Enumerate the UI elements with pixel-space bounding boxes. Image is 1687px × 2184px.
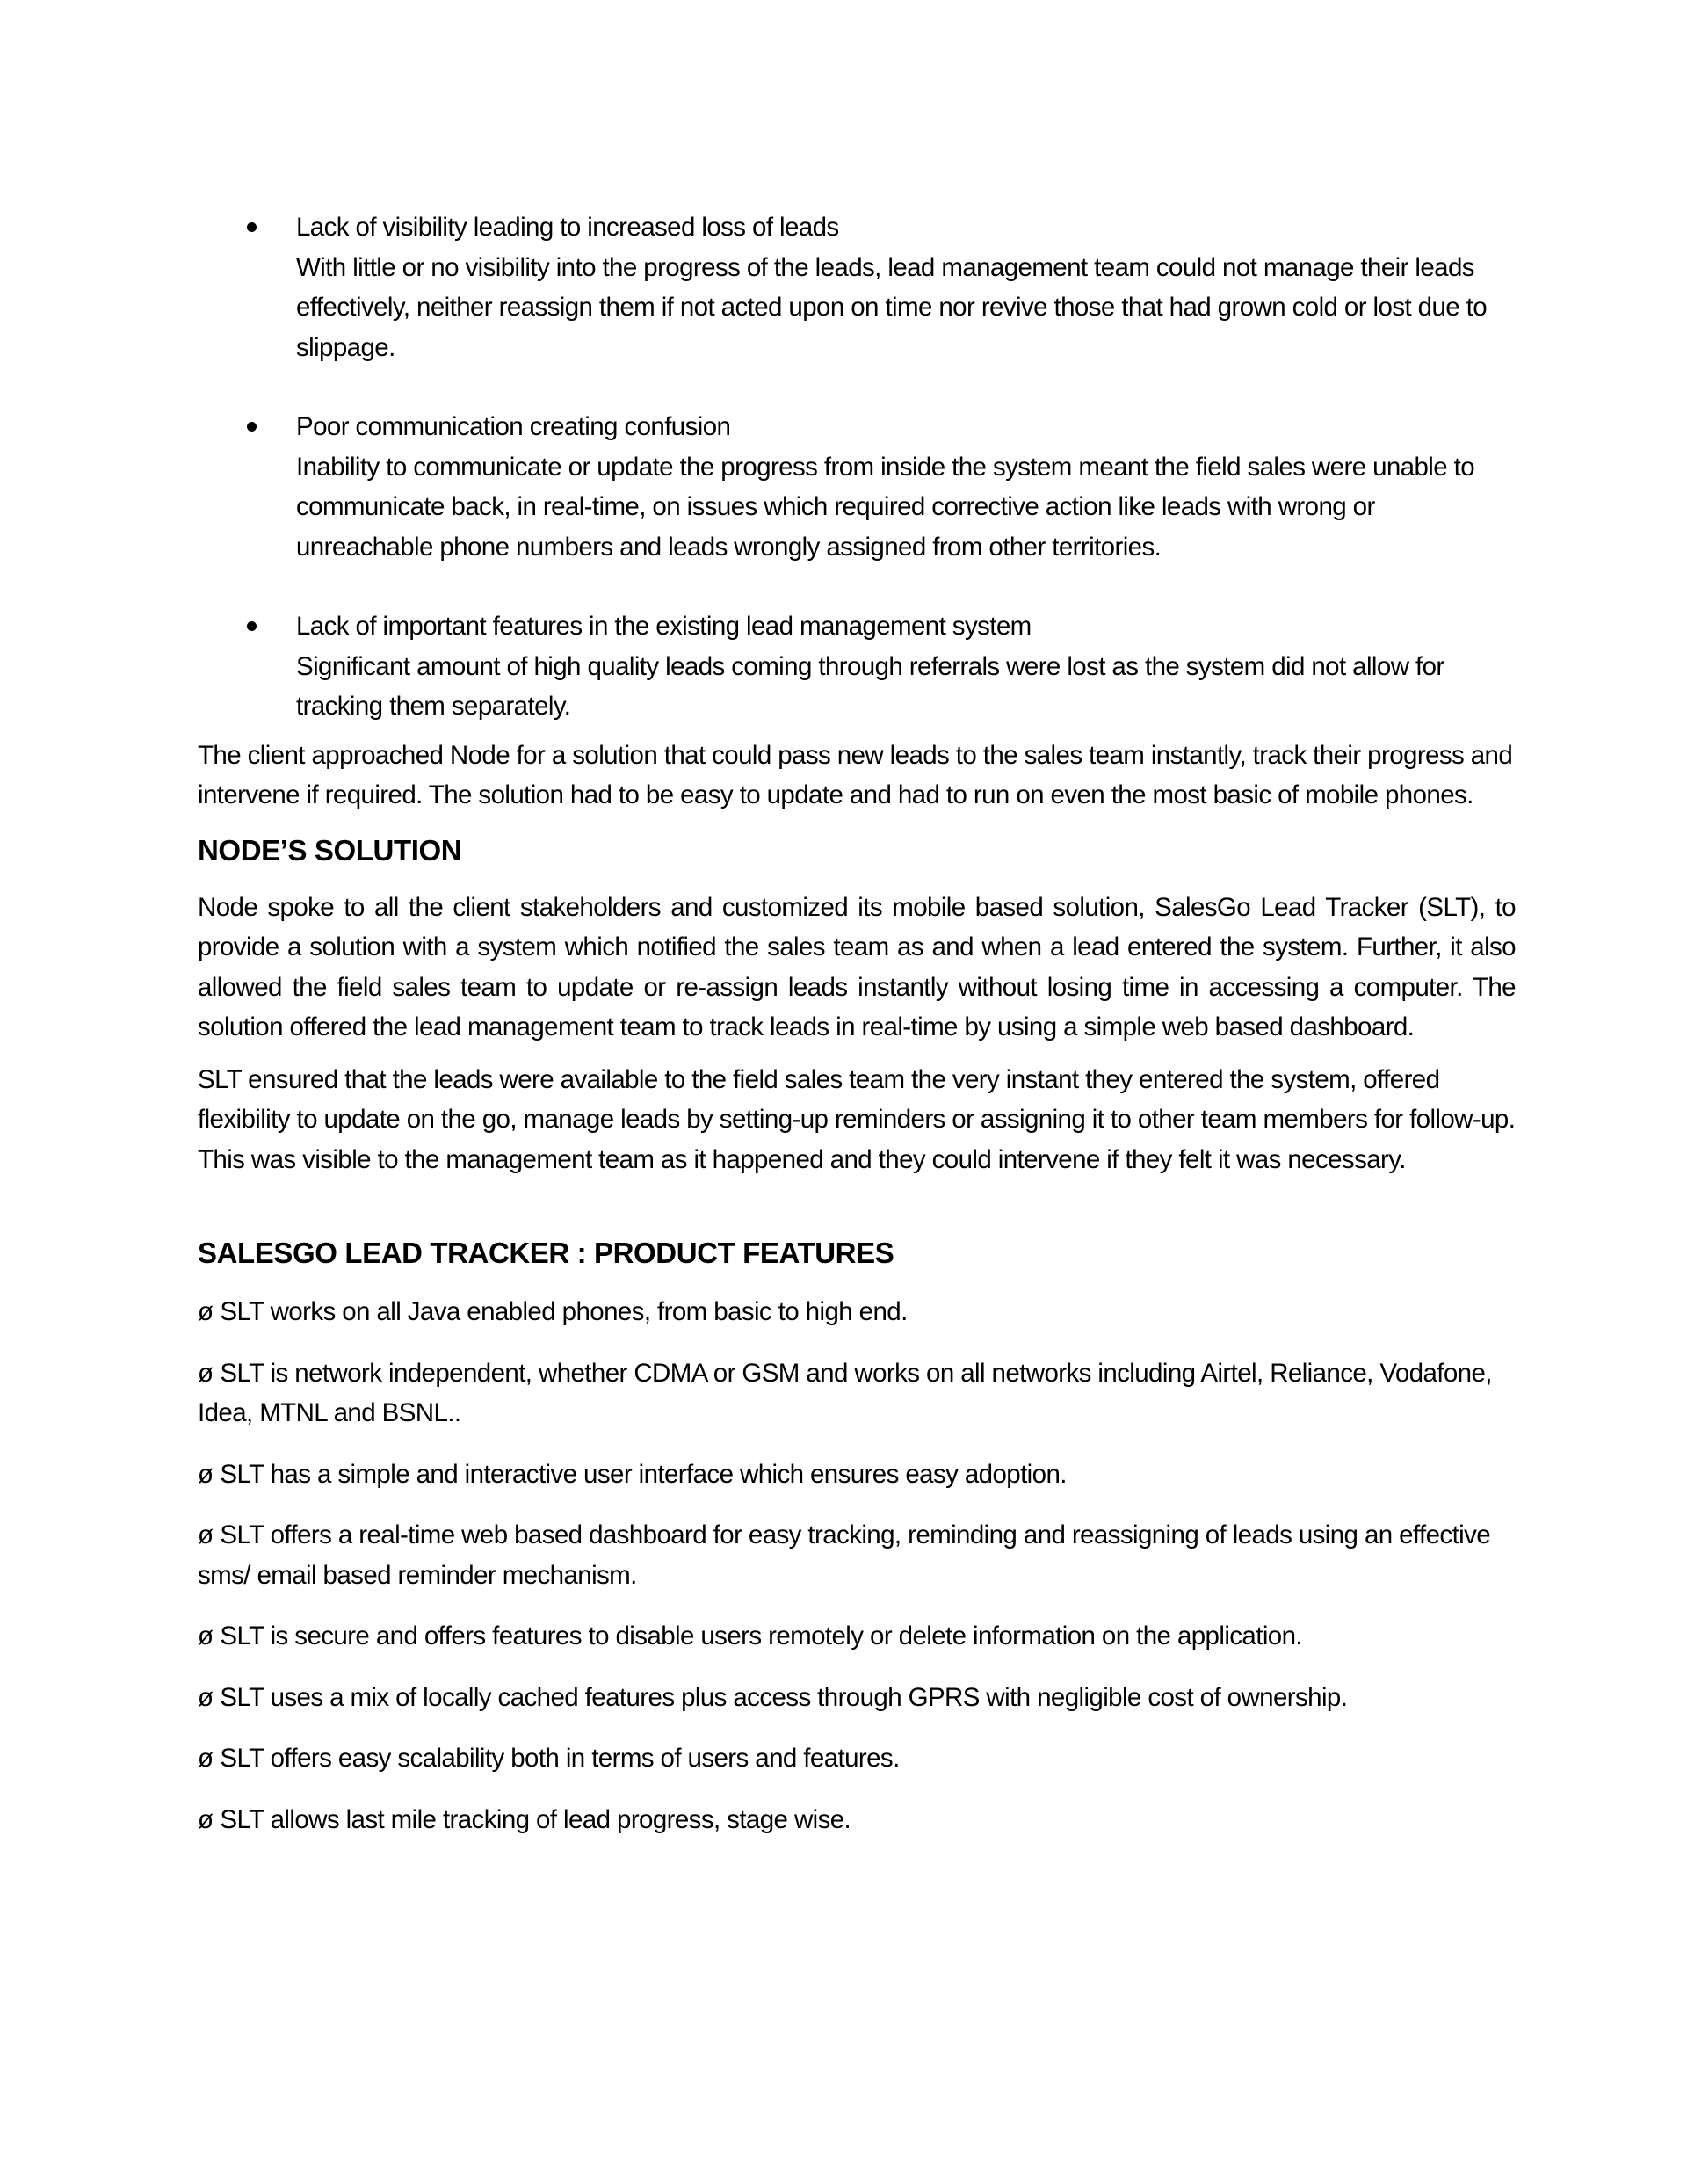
feature-text: SLT offers easy scalability both in terms of users and features. bbox=[220, 1744, 900, 1773]
challenge-title: Lack of important features in the existing lead management system bbox=[296, 612, 1032, 641]
feature-item bbox=[198, 1455, 1516, 1495]
arrow-bullet-icon: ø bbox=[198, 1459, 214, 1489]
solution-heading: NODE’S SOLUTION bbox=[198, 833, 462, 867]
challenge-description: Significant amount of high quality leads coming through referrals were lost as the system did not allow for tracking them separately. bbox=[296, 651, 1444, 721]
feature-item bbox=[198, 1353, 1516, 1433]
arrow-bullet-icon: ø bbox=[198, 1744, 214, 1773]
arrow-bullet-icon: ø bbox=[198, 1804, 214, 1834]
feature-text: SLT uses a mix of locally cached features plus access through GPRS with negligible cost of ownership. bbox=[220, 1682, 1348, 1712]
arrow-bullet-icon: ø bbox=[198, 1682, 214, 1712]
document-page bbox=[198, 207, 1516, 1861]
feature-text: SLT allows last mile tracking of lead progress, stage wise. bbox=[220, 1804, 851, 1834]
features-heading: SALESGO LEAD TRACKER : PRODUCT FEATURES bbox=[198, 1237, 894, 1269]
feature-item bbox=[198, 1515, 1516, 1595]
challenge-description: With little or no visibility into the progress of the leads, lead management team could not manage their leads effectively, neither reassign them if not acted upon on time nor revive those that had grown cold or lost due to slippage. bbox=[296, 252, 1488, 362]
bullet-icon bbox=[247, 222, 257, 232]
features-list bbox=[198, 1292, 1516, 1839]
arrow-bullet-icon: ø bbox=[198, 1297, 214, 1326]
challenge-item bbox=[198, 606, 1516, 727]
feature-item bbox=[198, 1738, 1516, 1779]
solution-paragraph: Node spoke to all the client stakeholders and customized its mobile based solution, SalesGo Lead Tracker (SLT), to provide a solution with a system which notified the sales team as and when a lead entered the system. Further, it also allowed the field sales team to update or re-assign leads instantly without losing time in accessing a computer. The solution offered the lead management team to track leads in real-time by using a simple web based dashboard. bbox=[198, 892, 1516, 1041]
arrow-bullet-icon: ø bbox=[198, 1520, 214, 1549]
arrow-bullet-icon: ø bbox=[198, 1358, 214, 1388]
challenge-title: Lack of visibility leading to increased loss of leads bbox=[296, 213, 839, 242]
solution-paragraph: SLT ensured that the leads were available to the field sales team the very instant they entered the system, offered flexibility to update on the go, manage leads by setting-up reminders or assigning it to other team members for follow-up. This was visible to the management team as it happened and they could intervene if they felt it was necessary. bbox=[198, 1064, 1516, 1174]
feature-item bbox=[198, 1800, 1516, 1840]
challenge-item bbox=[198, 207, 1516, 367]
challenges-list bbox=[198, 207, 1516, 727]
feature-text: SLT has a simple and interactive user interface which ensures easy adoption. bbox=[220, 1459, 1067, 1489]
arrow-bullet-icon: ø bbox=[198, 1622, 214, 1651]
bullet-icon bbox=[247, 422, 257, 432]
feature-item bbox=[198, 1678, 1516, 1718]
feature-item bbox=[198, 1616, 1516, 1657]
feature-text: SLT is secure and offers features to disable users remotely or delete information on the application. bbox=[220, 1622, 1302, 1651]
challenge-description: Inability to communicate or update the progress from inside the system meant the field sales were unable to communicate back, in real-time, on issues which required corrective action like leads with wrong or unreachable phone numbers and leads wrongly assigned from other territories. bbox=[296, 452, 1475, 562]
feature-text: SLT works on all Java enabled phones, from basic to high end. bbox=[220, 1297, 908, 1326]
client-paragraph: The client approached Node for a solution that could pass new leads to the sales team instantly, track their progress and intervene if required. The solution had to be easy to update and had to run on even the most basic of mobile phones. bbox=[198, 740, 1513, 809]
challenge-item bbox=[198, 407, 1516, 567]
feature-text: SLT is network independent, whether CDMA or GSM and works on all networks including Airtel, Reliance, Vodafone, Idea, MTNL and BSNL.. bbox=[198, 1358, 1492, 1427]
challenge-title: Poor communication creating confusion bbox=[296, 412, 731, 441]
feature-text: SLT offers a real-time web based dashboard for easy tracking, reminding and reassigning of leads using an effective sms/ email based reminder mechanism. bbox=[198, 1520, 1491, 1590]
bullet-icon bbox=[247, 621, 257, 631]
feature-item bbox=[198, 1292, 1516, 1332]
